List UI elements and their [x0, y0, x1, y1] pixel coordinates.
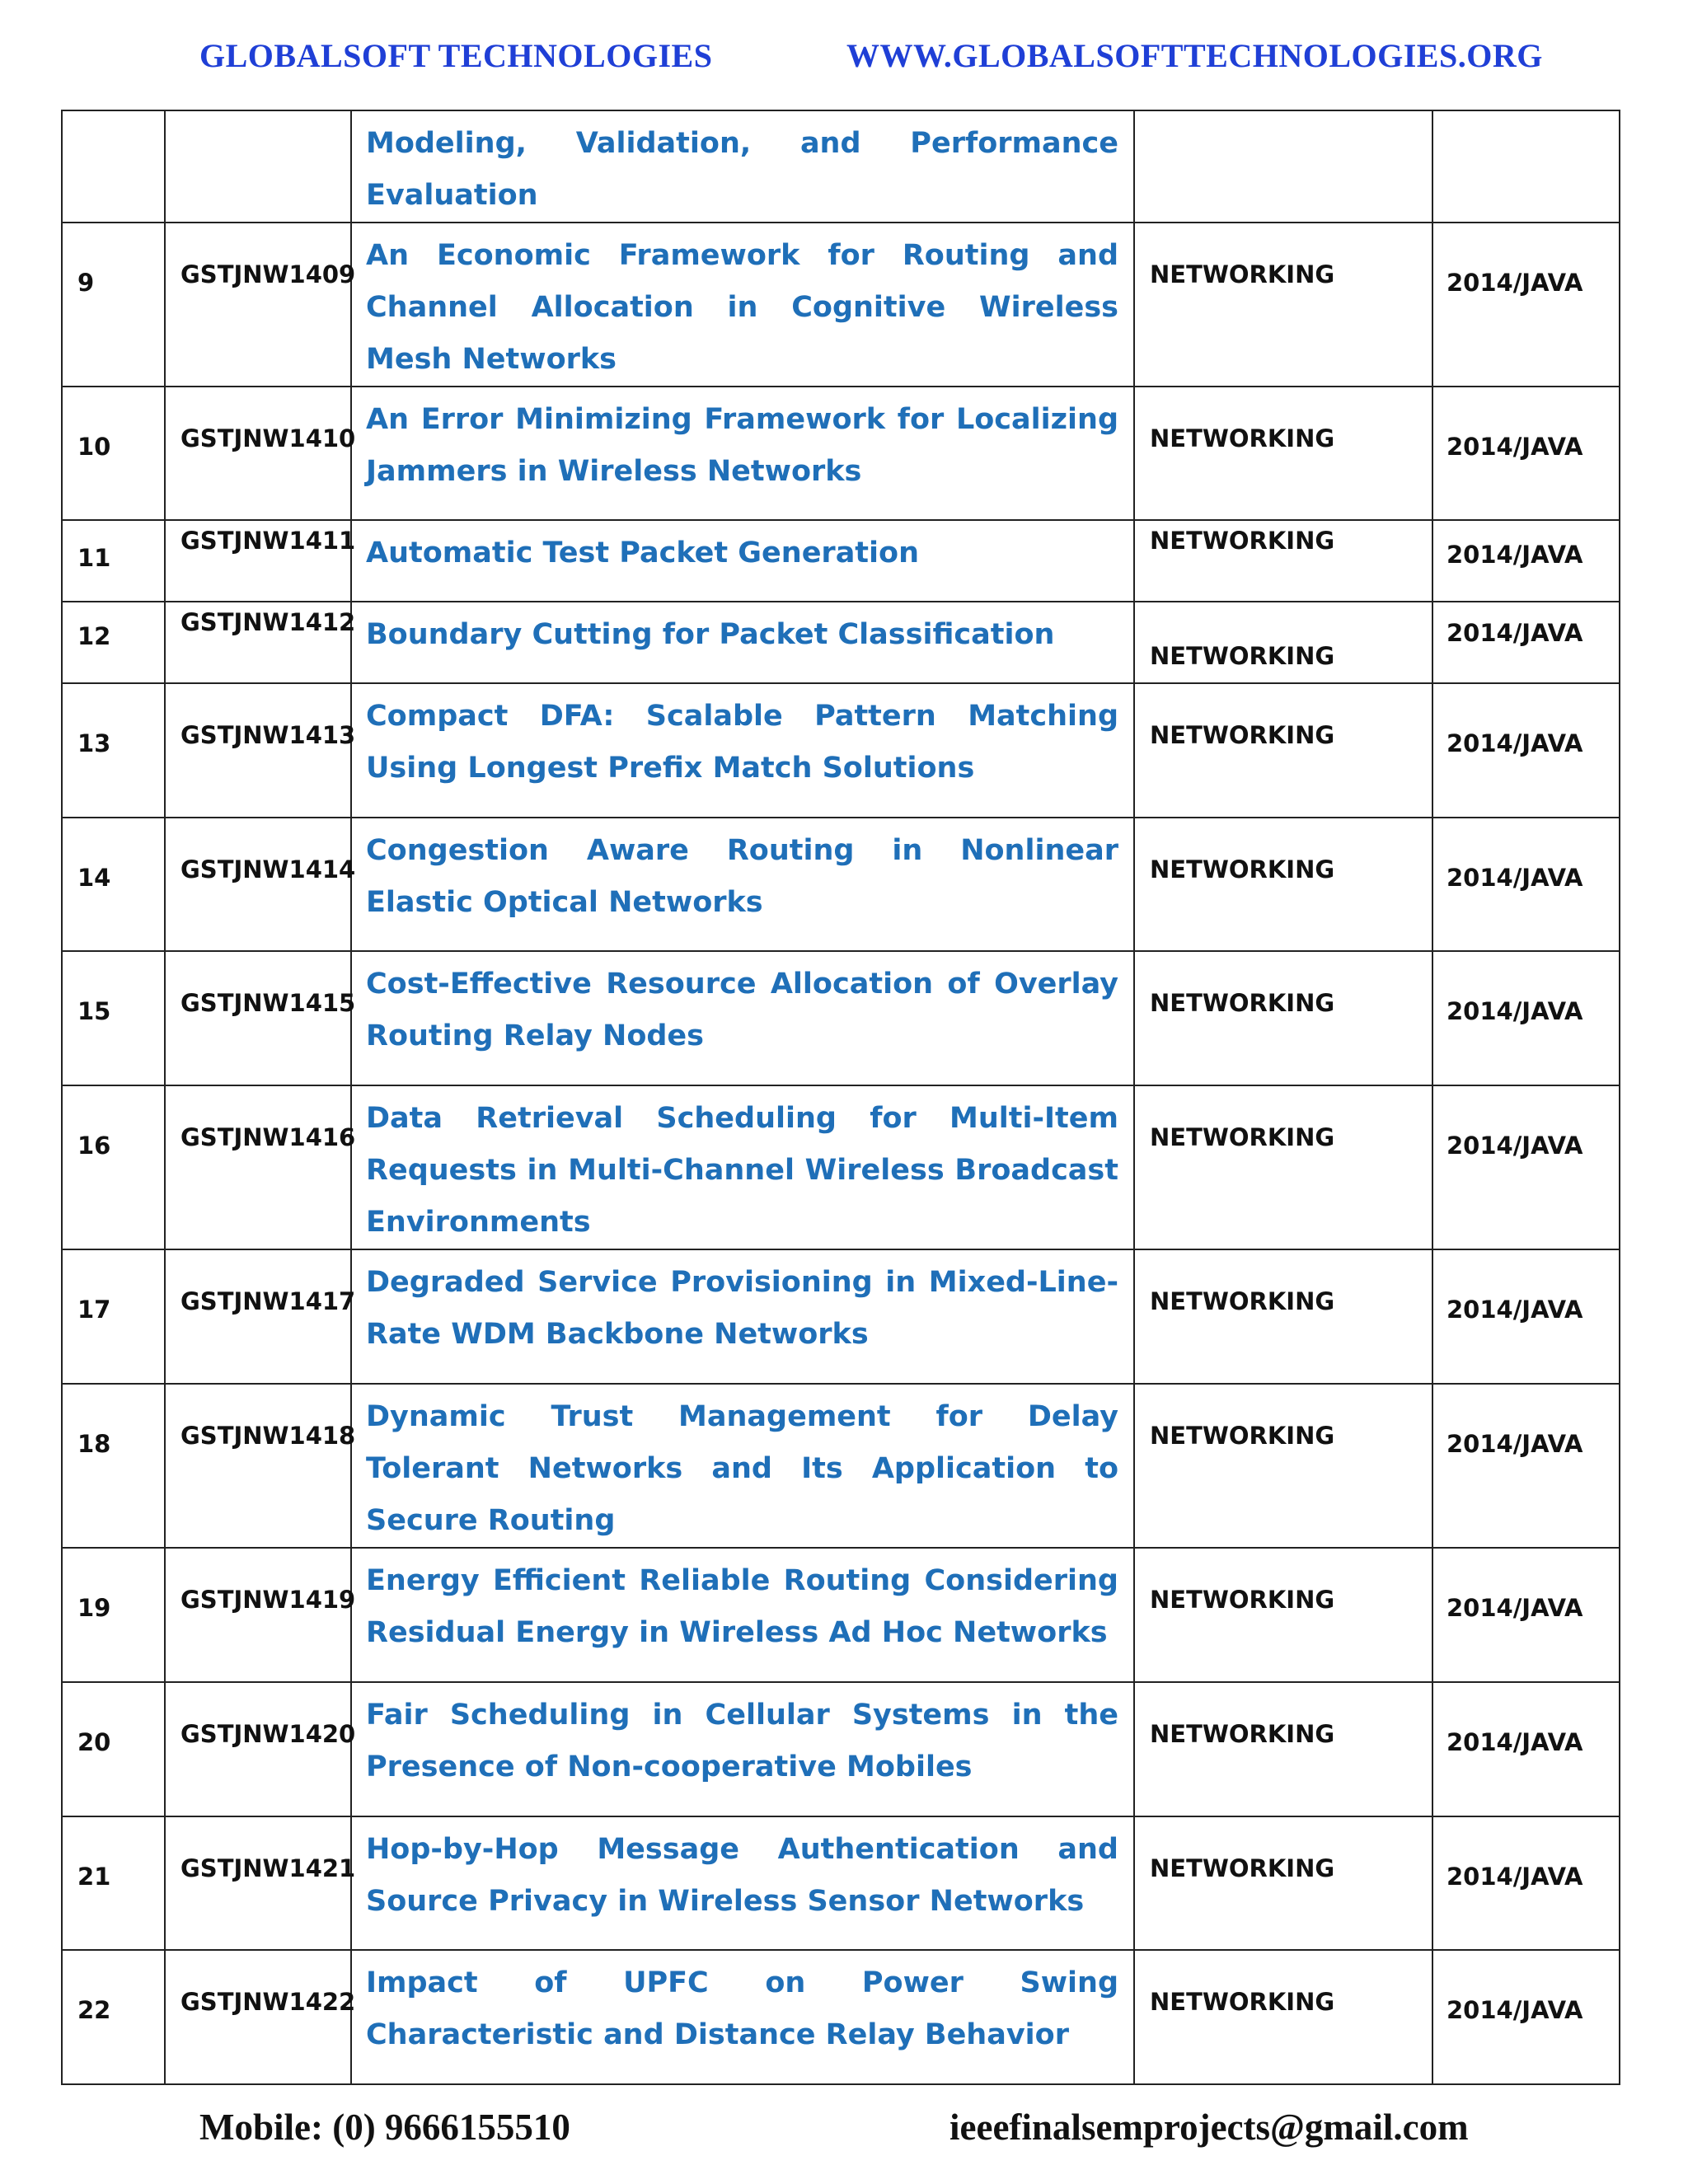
project-title: Impact of UPFC on Power Swing Characteristic and Distance Relay Behavior [366, 1966, 1118, 2051]
project-category-cell [1134, 387, 1432, 520]
row-number: 11 [77, 544, 111, 572]
project-year: 2014/JAVA [1447, 1132, 1583, 1160]
project-year-cell [1432, 223, 1620, 387]
company-name: GLOBALSOFT TECHNOLOGIES [199, 37, 713, 74]
project-code: GSTJNW1410 [181, 424, 356, 452]
project-code-cell [165, 683, 356, 818]
project-title: An Economic Framework for Routing and Channel Allocation in Cognitive Wireless Mesh Networks [366, 239, 1118, 376]
project-title-cell [351, 1816, 1134, 1950]
project-code: GSTJNW1417 [181, 1287, 356, 1315]
project-year-cell [1432, 951, 1620, 1085]
project-code-cell [165, 1950, 356, 2084]
table-row [62, 951, 1620, 1085]
project-year: 2014/JAVA [1447, 1296, 1583, 1324]
footer-email: ieeefinalsemprojects@gmail.com [950, 2107, 1469, 2148]
project-title: Modeling, Validation, and Performance Evaluation [366, 127, 1118, 212]
table-row [62, 520, 1620, 602]
project-title-cell [351, 818, 1134, 951]
project-year: 2014/JAVA [1447, 541, 1583, 569]
table-row [62, 1548, 1620, 1682]
project-title-cell [351, 602, 1134, 683]
project-year-cell [1432, 1384, 1620, 1548]
project-category: NETWORKING [1150, 855, 1335, 883]
project-code: GSTJNW1409 [181, 260, 356, 288]
project-category-cell [1134, 1950, 1432, 2084]
table-row [62, 1085, 1620, 1249]
project-year-cell [1432, 1682, 1620, 1816]
project-year: 2014/JAVA [1447, 1863, 1583, 1891]
project-title: Degraded Service Provisioning in Mixed-Line-Rate WDM Backbone Networks [366, 1266, 1118, 1351]
table-row [62, 1950, 1620, 2084]
project-title-cell [351, 1548, 1134, 1682]
project-category: NETWORKING [1150, 1422, 1335, 1450]
project-code: GSTJNW1416 [181, 1123, 356, 1151]
row-number-cell [62, 602, 165, 683]
row-number-cell [62, 520, 165, 602]
project-year: 2014/JAVA [1447, 1430, 1583, 1458]
row-number-cell [62, 223, 165, 387]
row-number-cell [62, 1816, 165, 1950]
row-number: 12 [77, 622, 111, 650]
project-year-cell [1432, 1548, 1620, 1682]
project-title: Congestion Aware Routing in Nonlinear Elastic Optical Networks [366, 834, 1118, 919]
project-code-cell [165, 1816, 356, 1950]
project-code-cell [165, 520, 356, 602]
project-title-cell [351, 110, 1134, 223]
project-year-cell [1432, 110, 1620, 223]
project-code: GSTJNW1419 [181, 1586, 356, 1614]
project-title: Data Retrieval Scheduling for Multi-Item Requests in Multi-Channel Wireless Broadcast Environments [366, 1102, 1118, 1239]
project-code-cell [165, 1249, 356, 1384]
row-number-cell [62, 683, 165, 818]
project-year: 2014/JAVA [1447, 997, 1583, 1025]
row-number: 10 [77, 433, 111, 461]
project-category-cell [1134, 110, 1432, 223]
project-category-cell [1134, 818, 1432, 951]
project-code-cell [165, 951, 356, 1085]
table-row [62, 1249, 1620, 1384]
project-title: Dynamic Trust Management for Delay Tolerant Networks and Its Application to Secure Routing [366, 1400, 1118, 1537]
project-year: 2014/JAVA [1447, 1996, 1583, 2024]
table-row [62, 1384, 1620, 1548]
row-number: 22 [77, 1996, 111, 2024]
project-year-cell [1432, 520, 1620, 602]
project-code: GSTJNW1420 [181, 1720, 356, 1748]
row-number-cell [62, 1085, 165, 1249]
project-title: Hop-by-Hop Message Authentication and Source Privacy in Wireless Sensor Networks [366, 1833, 1118, 1918]
project-code-cell [165, 1548, 356, 1682]
project-title-cell [351, 1085, 1134, 1249]
project-category: NETWORKING [1150, 260, 1335, 288]
project-title-cell [351, 1950, 1134, 2084]
row-number-cell [62, 1682, 165, 1816]
project-category-cell [1134, 520, 1432, 602]
project-category-cell [1134, 1085, 1432, 1249]
project-year-cell [1432, 683, 1620, 818]
project-title: Energy Efficient Reliable Routing Considering Residual Energy in Wireless Ad Hoc Networks [366, 1564, 1118, 1649]
project-code: GSTJNW1422 [181, 1988, 356, 2016]
project-year-cell [1432, 1950, 1620, 2084]
company-website: WWW.GLOBALSOFTTECHNOLOGIES.ORG [846, 37, 1543, 74]
project-title: An Error Minimizing Framework for Localizing Jammers in Wireless Networks [366, 403, 1118, 488]
project-category: NETWORKING [1150, 1123, 1335, 1151]
project-category: NETWORKING [1150, 1586, 1335, 1614]
row-number-cell [62, 818, 165, 951]
row-number-cell [62, 1548, 165, 1682]
row-number-cell [62, 110, 165, 223]
project-code-cell [165, 1682, 356, 1816]
row-number-cell [62, 387, 165, 520]
project-category: NETWORKING [1150, 1988, 1335, 2016]
projects-table [61, 110, 1620, 2085]
project-code-cell [165, 818, 356, 951]
row-number: 21 [77, 1863, 111, 1891]
table-row [62, 818, 1620, 951]
row-number-cell [62, 1249, 165, 1384]
project-category-cell [1134, 1249, 1432, 1384]
project-category-cell [1134, 223, 1432, 387]
project-code: GSTJNW1421 [181, 1854, 356, 1882]
table-row [62, 1816, 1620, 1950]
project-category: NETWORKING [1150, 1287, 1335, 1315]
project-year: 2014/JAVA [1447, 433, 1583, 461]
project-title-cell [351, 223, 1134, 387]
project-title: Automatic Test Packet Generation [366, 537, 919, 569]
project-year: 2014/JAVA [1447, 1594, 1583, 1622]
project-year: 2014/JAVA [1447, 619, 1583, 647]
project-code: GSTJNW1411 [181, 527, 356, 555]
row-number-cell [62, 951, 165, 1085]
row-number: 9 [77, 269, 95, 297]
project-code: GSTJNW1412 [181, 608, 356, 636]
project-year: 2014/JAVA [1447, 1728, 1583, 1756]
project-year-cell [1432, 1249, 1620, 1384]
project-title-cell [351, 520, 1134, 602]
project-year-cell [1432, 1816, 1620, 1950]
project-title: Boundary Cutting for Packet Classification [366, 618, 1055, 651]
row-number-cell [62, 1384, 165, 1548]
row-number: 19 [77, 1594, 111, 1622]
project-title-cell [351, 951, 1134, 1085]
project-year: 2014/JAVA [1447, 269, 1583, 297]
project-title: Fair Scheduling in Cellular Systems in the Presence of Non-cooperative Mobiles [366, 1699, 1118, 1783]
project-code: GSTJNW1415 [181, 989, 356, 1017]
project-year-cell [1432, 387, 1620, 520]
row-number: 13 [77, 729, 111, 757]
project-code-cell [165, 223, 356, 387]
project-code-cell [165, 1384, 356, 1548]
project-code-cell [165, 1085, 356, 1249]
table-row [62, 387, 1620, 520]
project-category-cell [1134, 1816, 1432, 1950]
project-category: NETWORKING [1150, 989, 1335, 1017]
project-category: NETWORKING [1150, 1720, 1335, 1748]
project-title: Compact DFA: Scalable Pattern Matching Using Longest Prefix Match Solutions [366, 700, 1118, 785]
table-row [62, 223, 1620, 387]
project-title-cell [351, 387, 1134, 520]
project-category: NETWORKING [1150, 721, 1335, 749]
project-title-cell [351, 1249, 1134, 1384]
project-code: GSTJNW1413 [181, 721, 356, 749]
project-code-cell [165, 602, 356, 683]
project-year: 2014/JAVA [1447, 729, 1583, 757]
project-code: GSTJNW1414 [181, 855, 356, 883]
project-category-cell [1134, 1384, 1432, 1548]
project-category: NETWORKING [1150, 642, 1335, 670]
project-year-cell [1432, 1085, 1620, 1249]
project-title-cell [351, 683, 1134, 818]
table-row [62, 110, 1620, 223]
table-row [62, 683, 1620, 818]
row-number: 15 [77, 997, 111, 1025]
project-category: NETWORKING [1150, 424, 1335, 452]
project-category-cell [1134, 1548, 1432, 1682]
project-category: NETWORKING [1150, 527, 1335, 555]
project-title: Cost-Effective Resource Allocation of Overlay Routing Relay Nodes [366, 968, 1118, 1052]
project-category-cell [1134, 1682, 1432, 1816]
project-category: NETWORKING [1150, 1854, 1335, 1882]
project-code-cell [165, 387, 356, 520]
project-category-cell [1134, 602, 1432, 683]
row-number: 14 [77, 864, 111, 892]
project-title-cell [351, 1384, 1134, 1548]
project-year: 2014/JAVA [1447, 864, 1583, 892]
table-row [62, 1682, 1620, 1816]
project-code-cell [165, 110, 351, 223]
row-number: 16 [77, 1132, 111, 1160]
row-number: 18 [77, 1430, 111, 1458]
row-number-cell [62, 1950, 165, 2084]
project-title-cell [351, 1682, 1134, 1816]
project-code: GSTJNW1418 [181, 1422, 356, 1450]
project-year-cell [1432, 602, 1620, 683]
row-number: 17 [77, 1296, 111, 1324]
project-category-cell [1134, 951, 1432, 1085]
project-category-cell [1134, 683, 1432, 818]
project-year-cell [1432, 818, 1620, 951]
footer-mobile: Mobile: (0) 9666155510 [199, 2107, 570, 2148]
table-row [62, 602, 1620, 683]
row-number: 20 [77, 1728, 111, 1756]
